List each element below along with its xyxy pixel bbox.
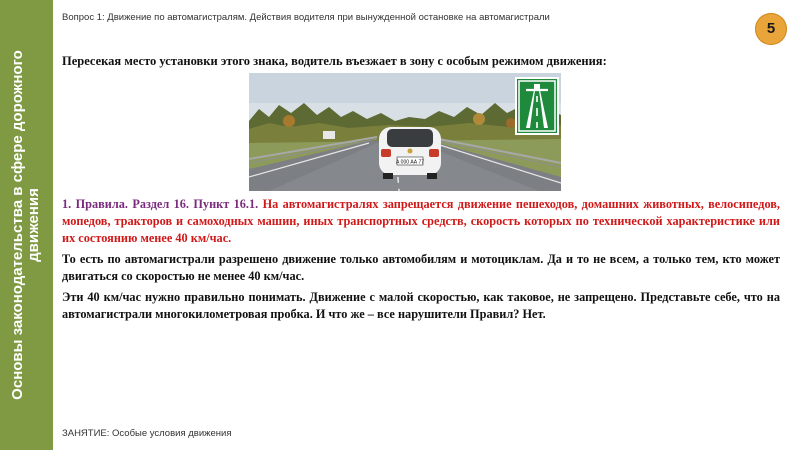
footer-label: ЗАНЯТИЕ: (62, 428, 110, 439)
question-text: Пересекая место установки этого знака, водитель въезжает в зону с особым режимом движения: (62, 54, 607, 68)
car-graphic (379, 127, 441, 179)
sidebar (0, 0, 53, 450)
sidebar-title: Основы законодательства в сфере дорожного движения (9, 50, 42, 400)
footer-topic (62, 428, 231, 439)
header-title: Вопрос 1: Движение по автомагистралям. Действия водителя при вынужденной остановке на автомагистрали (62, 12, 550, 23)
answer-paragraph-2: То есть по автомагистрали разрешено движение только автомобилям и мотоциклам. Да и то не всем, а только тем, кто может двигаться со скоростью не менее 40 км/час. (62, 252, 780, 283)
answer-paragraph-3: Эти 40 км/час нужно правильно понимать. Движение с малой скоростью, как таковое, не запрещено. Представьте себе, что на автомагистрали многокилометровая пробка. И что же – все нарушители Правил? Нет. (62, 290, 780, 321)
svg-text:А 000 АА 77: А 000 АА 77 (395, 159, 425, 166)
motorway-sign-icon (514, 76, 560, 136)
answer-paragraph-1 (62, 196, 780, 247)
footer-topic-text: Особые условия движения (112, 428, 232, 439)
answer-content (62, 196, 780, 327)
rule-text: На автомагистралях запрещается движение пешеходов, домашних животных, велосипедов, мопедов, тракторов и самоходных машин, иных транспортных средств, скорость которых по технической характеристике или их состоянию менее 40 км/час. (62, 197, 780, 245)
rule-reference: 1. Правила. Раздел 16. Пункт 16.1. (62, 197, 259, 211)
road-photo (249, 73, 561, 191)
page-number-badge: 5 (755, 13, 787, 45)
